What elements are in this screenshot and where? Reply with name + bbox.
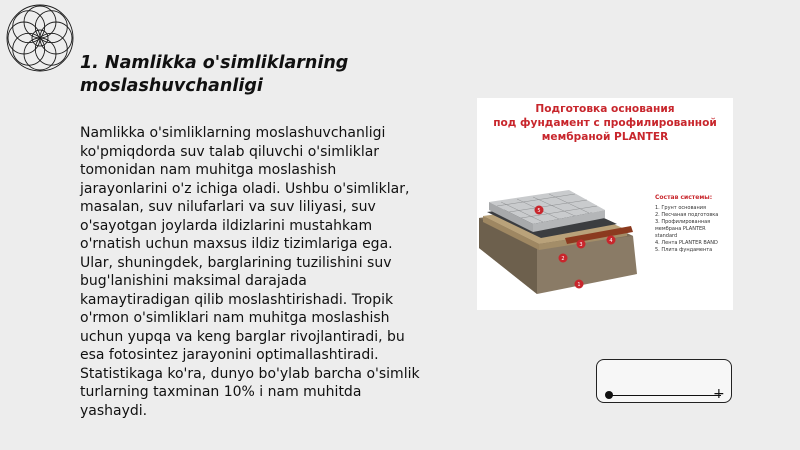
slide-body-text: Namlikka o'simliklarning moslashuvchanligi ko'pmiqdorda suv talab qiluvchi o'simliklar tomonidan nam muhitga moslashish jarayonlarini o'z ichiga oladi. Ushbu o'simliklar, masalan, suv nilufarlari va suv liliyasi, suv o'sayotgan joylarda ildizlarini mustahkam o'rnatish uchun maxsus ildiz tizimlariga ega. Ular, shuningdek, barglarining tuzilishini suv bug'lanishini maksimal darajada kamaytiradigan qilib moslashtirishadi. Tropik o'rmon o'simliklari nam muhitga moslashish uchun yupqa va keng barglar rivojlantiradi, bu esa fotosintez jarayonini optimallashtiradi. Statistikaga ko'ra, dunyo bo'ylab barcha o'simlik turlarning taxminan 10% i nam muhitda yashaydi. xyxy=(80,125,420,419)
media-player-control[interactable] xyxy=(596,359,732,403)
marker-label: 1 xyxy=(577,282,581,288)
marker-label: 5 xyxy=(537,208,541,214)
figure-legend xyxy=(655,194,731,254)
progress-track[interactable] xyxy=(609,395,721,396)
legend-item: 5. Плита фундамента xyxy=(655,247,713,253)
slide-title: 1. Namlikka o'simliklarning moslashuvchanligi xyxy=(80,53,349,96)
geometric-logo-icon xyxy=(4,2,76,74)
legend-item: 3. Профилированная мембрана PLANTER standard xyxy=(655,219,711,239)
figure-title-line: Подготовка основания xyxy=(535,103,675,115)
figure-title-line: под фундамент с профилированной xyxy=(493,117,717,129)
legend-item: 1. Грунт основания xyxy=(655,205,706,211)
marker-label: 4 xyxy=(609,238,613,244)
legend-item: 2. Песчаная подготовка xyxy=(655,212,719,218)
legend-title: Состав системы: xyxy=(655,194,713,201)
marker-label: 3 xyxy=(579,242,583,248)
legend-item: 4. Лента PLANTER BAND xyxy=(655,240,718,246)
figure-title-line: мембраной PLANTER xyxy=(541,131,669,143)
marker-label: 2 xyxy=(561,256,565,262)
progress-knob-icon[interactable] xyxy=(605,391,613,399)
plus-icon[interactable]: + xyxy=(713,386,725,402)
membrane-diagram-image xyxy=(477,98,733,310)
